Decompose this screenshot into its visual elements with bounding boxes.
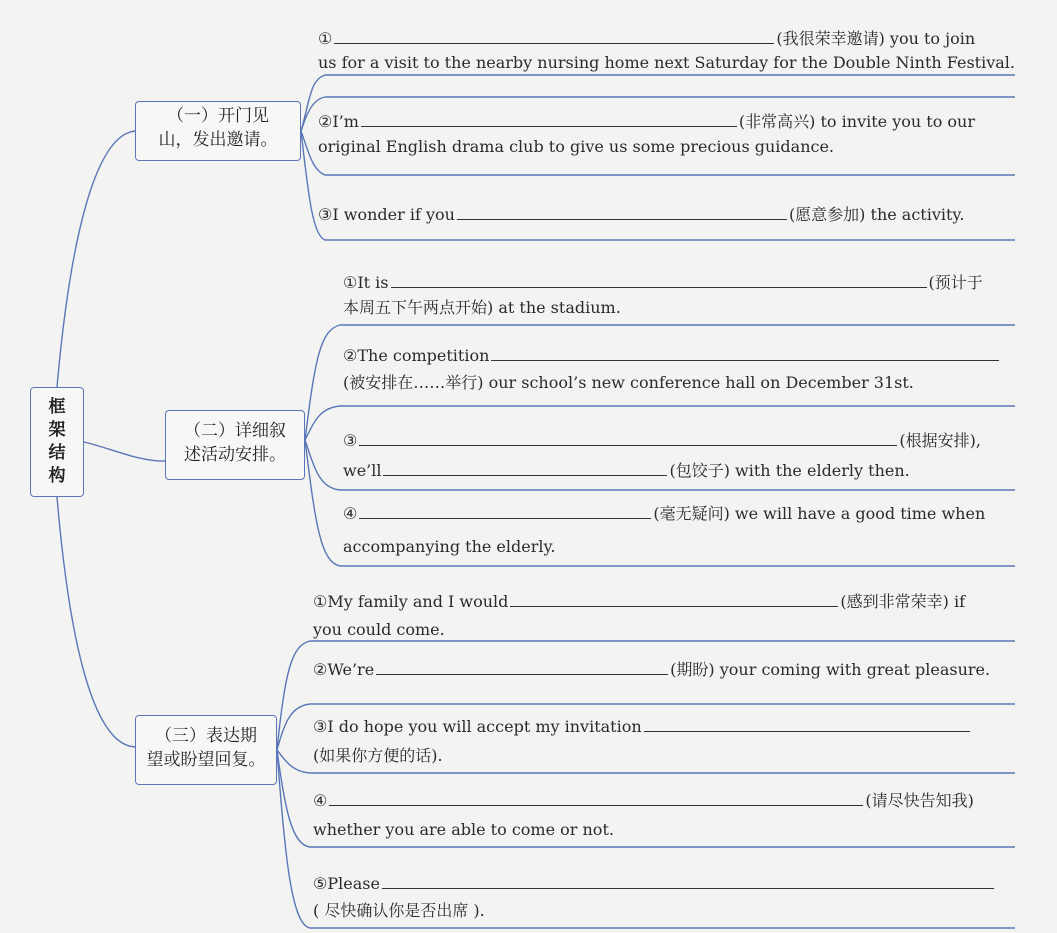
fill-blank[interactable] bbox=[359, 428, 897, 446]
s1-item2-line1: ②I’m (非常高兴) to invite you to our bbox=[318, 109, 975, 135]
s3-item4-line2: whether you are able to come or not. bbox=[313, 820, 614, 839]
section-3-label-line2: 望或盼望回复。 bbox=[146, 750, 266, 770]
s3-item5-line1: ⑤Please bbox=[313, 871, 996, 897]
section-1-label-line2: 山，发出邀请。 bbox=[158, 130, 278, 150]
fill-blank[interactable] bbox=[382, 871, 994, 889]
s3-item5-line2: ( 尽快确认你是否出席 ). bbox=[313, 901, 485, 920]
fill-blank[interactable] bbox=[329, 788, 863, 806]
fill-blank[interactable] bbox=[361, 109, 737, 127]
fill-blank[interactable] bbox=[457, 202, 787, 220]
root-node-framework bbox=[30, 387, 84, 497]
section-2-label-line1: （二）详细叙 bbox=[184, 421, 286, 441]
root-char-4: 构 bbox=[48, 466, 66, 486]
fill-blank[interactable] bbox=[491, 343, 999, 361]
section-3-label-line1: （三）表达期 bbox=[155, 726, 257, 746]
s3-item1-line1: ①My family and I would (感到非常荣幸) if bbox=[313, 589, 965, 615]
s2-item2-line2: (被安排在……举行) our school’s new conference hall on December 31st. bbox=[343, 373, 914, 392]
fill-blank[interactable] bbox=[510, 589, 838, 607]
root-char-2: 架 bbox=[48, 420, 66, 440]
s1-item3-line1: ③I wonder if you (愿意参加) the activity. bbox=[318, 202, 964, 228]
connector-root-to-section-2 bbox=[84, 442, 165, 461]
fill-blank[interactable] bbox=[376, 657, 668, 675]
s3-item3-line1: ③I do hope you will accept my invitation bbox=[313, 714, 972, 740]
fill-blank[interactable] bbox=[644, 714, 970, 732]
s3-item4-line1: ④ (请尽快告知我) bbox=[313, 788, 974, 814]
s3-item1-line2: you could come. bbox=[313, 620, 445, 639]
s1-item1-line1: ① (我很荣幸邀请) you to join bbox=[318, 26, 975, 52]
s1-item2-line2: original English drama club to give us some precious guidance. bbox=[318, 137, 835, 156]
fill-blank[interactable] bbox=[391, 270, 927, 288]
fill-blank[interactable] bbox=[383, 458, 667, 476]
connector-root-to-section-1 bbox=[57, 131, 135, 387]
s2-item3-line1: ③ (根据安排), bbox=[343, 428, 981, 454]
fill-blank[interactable] bbox=[334, 26, 774, 44]
s3-item3-line2: (如果你方便的话). bbox=[313, 746, 443, 765]
root-char-1: 框 bbox=[48, 397, 66, 417]
root-char-3: 结 bbox=[48, 443, 66, 463]
s2-item1-line1: ①It is (预计于 bbox=[343, 270, 983, 296]
section-2-node bbox=[165, 410, 305, 480]
s2-item4-line2: accompanying the elderly. bbox=[343, 537, 556, 556]
s2-item4-line1: ④ (毫无疑问) we will have a good time when bbox=[343, 501, 985, 527]
section-1-label-line1: （一）开门见 bbox=[167, 106, 269, 126]
s2-item1-line2: 本周五下午两点开始) at the stadium. bbox=[343, 298, 621, 317]
s1-item1-line2: us for a visit to the nearby nursing home next Saturday for the Double Ninth Festival. bbox=[318, 53, 1015, 72]
s2-item2-line1: ②The competition bbox=[343, 343, 1001, 369]
fill-blank[interactable] bbox=[359, 501, 651, 519]
s3-item2-line1: ②We’re (期盼) your coming with great pleasure. bbox=[313, 657, 990, 683]
section-1-node bbox=[135, 101, 301, 161]
s2-item3-line2: we’ll (包饺子) with the elderly then. bbox=[343, 458, 910, 484]
section-3-node bbox=[135, 715, 277, 785]
connector-root-to-section-3 bbox=[57, 497, 135, 747]
section-2-label-line2: 述活动安排。 bbox=[184, 445, 286, 465]
